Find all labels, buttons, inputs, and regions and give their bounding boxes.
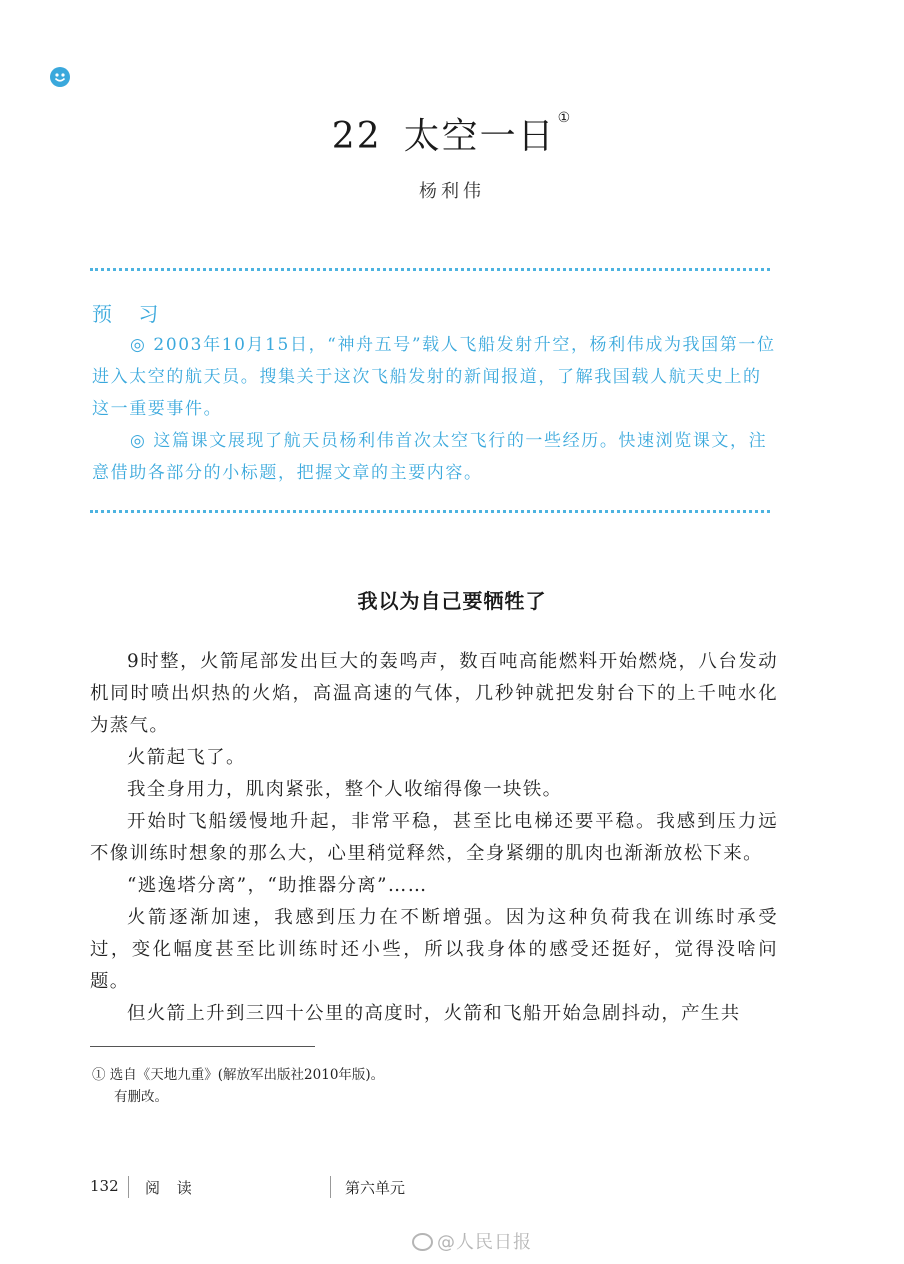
footer-unit: 第六单元 bbox=[345, 1179, 406, 1197]
preview-item-text: ◎ 2003年10月15日，“神舟五号”载人飞船发射升空，杨利伟成为我国第一位进入太空的航天员。搜集关于这次飞船发射的新闻报道，了解我国载人航天史上的这一重要事件。 bbox=[92, 335, 776, 419]
footer-section: 阅 读 bbox=[145, 1179, 198, 1197]
article-body bbox=[90, 646, 778, 1030]
dotted-divider-top bbox=[90, 268, 770, 271]
weibo-watermark bbox=[412, 1228, 532, 1254]
footnote-line-1: ① 选自《天地九重》(解放军出版社2010年版)。 bbox=[92, 1067, 385, 1083]
paragraph: 9时整，火箭尾部发出巨大的轰鸣声，数百吨高能燃料开始燃烧，八台发动机同时喷出炽热的火焰，高温高速的气体，几秒钟就把发射台下的上千吨水化为蒸气。 bbox=[90, 651, 778, 736]
paragraph: 开始时飞船缓慢地升起，非常平稳，甚至比电梯还要平稳。我感到压力远不像训练时想象的那么大，心里稍觉释然，全身紧绷的肌肉也渐渐放松下来。 bbox=[90, 811, 778, 864]
lesson-title bbox=[0, 108, 904, 159]
paragraph: 火箭逐渐加速，我感到压力在不断增强。因为这种负荷我在训练时承受过，变化幅度甚至比训练时还小些，所以我身体的感受还挺好，觉得没啥问题。 bbox=[90, 907, 778, 992]
dotted-divider-bottom bbox=[90, 510, 770, 513]
footer-divider bbox=[330, 1176, 331, 1198]
author-name: 杨利伟 bbox=[419, 181, 485, 202]
smiley-face-icon bbox=[50, 67, 70, 87]
section-heading: 我以为自己要牺牲了 bbox=[357, 589, 547, 613]
watermark-text: @人民日报 bbox=[437, 1232, 532, 1253]
footer-divider bbox=[128, 1176, 129, 1198]
lesson-title-text: 太空一日 bbox=[403, 116, 556, 157]
lesson-number: 22 bbox=[331, 116, 382, 157]
preview-item-text: ◎ 这篇课文展现了航天员杨利伟首次太空飞行的一些经历。快速浏览课文，注意借助各部分的小标题，把握文章的主要内容。 bbox=[92, 431, 768, 483]
footnote-rule bbox=[90, 1046, 315, 1047]
weibo-icon bbox=[412, 1233, 433, 1251]
paragraph: 我全身用力，肌肉紧张，整个人收缩得像一块铁。 bbox=[127, 779, 563, 800]
paragraph: 但火箭上升到三四十公里的高度时，火箭和飞船开始急剧抖动，产生共 bbox=[127, 1003, 741, 1024]
preview-heading: 预 习 bbox=[92, 302, 169, 326]
paragraph: “逃逸塔分离”，“助推器分离”…… bbox=[127, 875, 428, 896]
footnote-line-2: 有删改。 bbox=[114, 1089, 168, 1105]
footnote-mark: ① bbox=[557, 110, 573, 126]
preview-item-1 bbox=[92, 329, 780, 425]
footnote bbox=[92, 1064, 384, 1108]
page-number: 132 bbox=[90, 1177, 119, 1195]
preview-item-2 bbox=[92, 425, 780, 489]
paragraph: 火箭起飞了。 bbox=[127, 747, 246, 768]
